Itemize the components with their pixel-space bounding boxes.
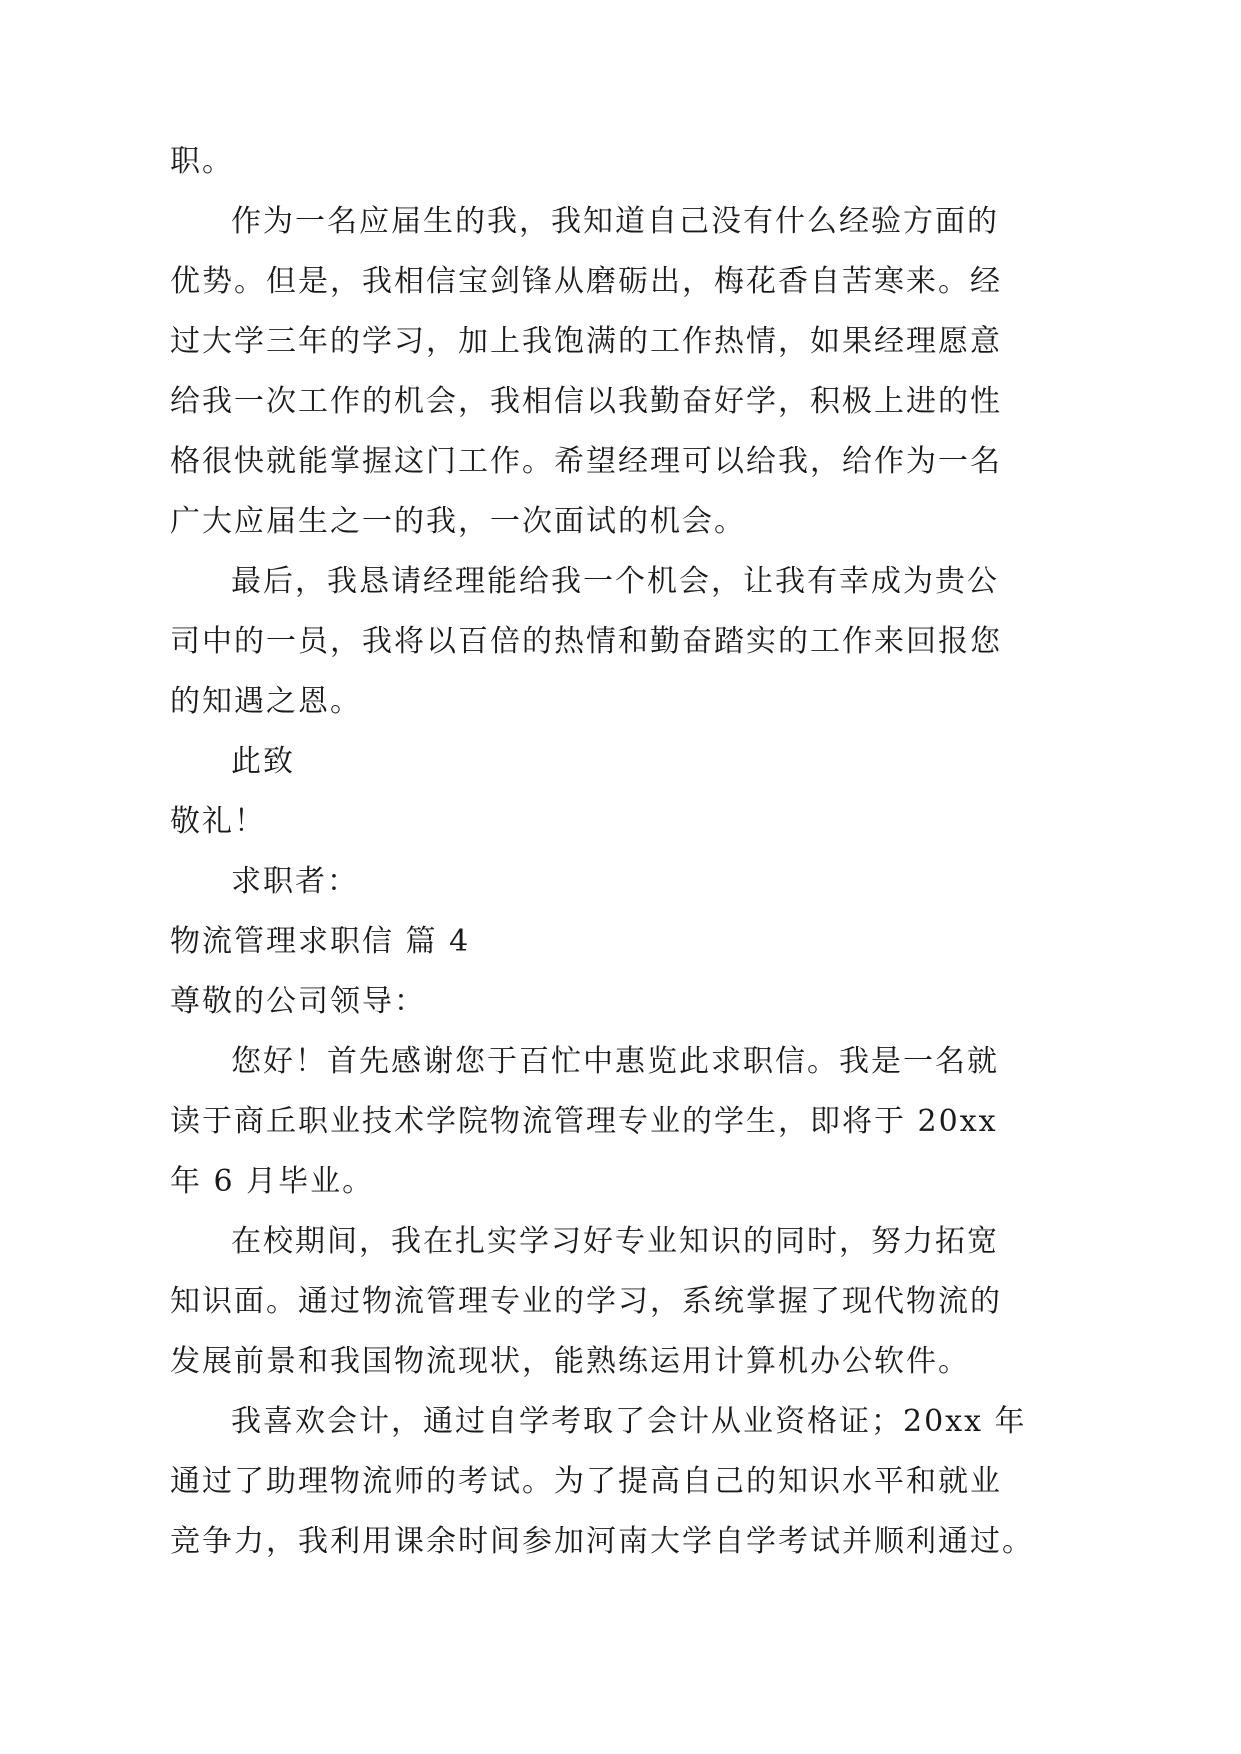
text-line: 给我一次工作的机会，我相信以我勤奋好学，积极上进的性 (170, 384, 1002, 419)
text-line: 在校期间，我在扎实学习好专业知识的同时，努力拓宽 (231, 1224, 999, 1259)
text-line: 年 6 月毕业。 (170, 1164, 375, 1199)
text-line: 职。 (170, 144, 234, 179)
text-line: 读于商丘职业技术学院物流管理专业的学生，即将于 20xx (170, 1104, 998, 1139)
text-line: 发展前景和我国物流现状，能熟练运用计算机办公软件。 (170, 1344, 970, 1379)
text-line: 广大应届生之一的我，一次面试的机会。 (170, 504, 746, 539)
closing-salutation: 此致 (231, 744, 295, 779)
text-line: 作为一名应届生的我，我知道自己没有什么经验方面的 (231, 204, 999, 239)
greeting: 尊敬的公司领导： (170, 984, 426, 1019)
text-line: 竞争力，我利用课余时间参加河南大学自学考试并顺利通过。 (170, 1524, 1034, 1559)
text-line: 我喜欢会计，通过自学考取了会计从业资格证；20xx 年 (231, 1404, 1027, 1439)
text-line: 通过了助理物流师的考试。为了提高自己的知识水平和就业 (170, 1464, 1002, 1499)
text-line: 格很快就能掌握这门工作。希望经理可以给我，给作为一名 (170, 444, 1002, 479)
text-line: 优势。但是，我相信宝剑锋从磨砺出，梅花香自苦寒来。经 (170, 264, 1002, 299)
closing-respect: 敬礼！ (170, 804, 266, 839)
text-line: 您好！首先感谢您于百忙中惠览此求职信。我是一名就 (231, 1044, 999, 1079)
text-line: 最后，我恳请经理能给我一个机会，让我有幸成为贵公 (231, 564, 999, 599)
section-heading: 物流管理求职信 篇 4 (170, 924, 471, 959)
text-line: 司中的一员，我将以百倍的热情和勤奋踏实的工作来回报您 (170, 624, 1002, 659)
text-line: 知识面。通过物流管理专业的学习，系统掌握了现代物流的 (170, 1284, 1002, 1319)
text-line: 的知遇之恩。 (170, 684, 362, 719)
signature-label: 求职者： (231, 864, 359, 899)
text-line: 过大学三年的学习，加上我饱满的工作热情，如果经理愿意 (170, 324, 1002, 359)
